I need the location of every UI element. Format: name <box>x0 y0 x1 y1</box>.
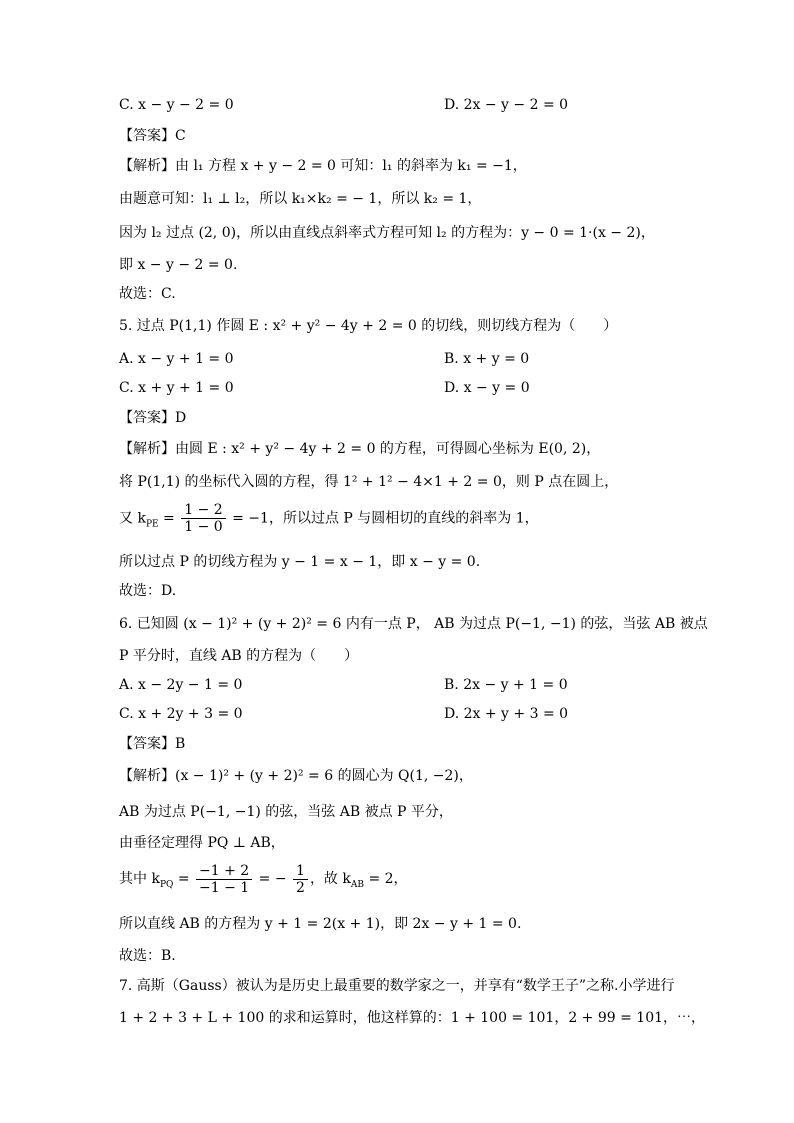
q6-option-c: C. x + 2y + 3 = 0 <box>119 706 243 722</box>
q6-stem-2: P 平分时，直线 AB 的方程为（ ） <box>119 648 359 664</box>
q4-choose: 故选：C. <box>119 286 176 302</box>
q5-analysis-3: 又 $k_{PE}$ = $\frac{1 - 2}{1 - 0}$ = −1，所以过点 P 与圆相切的直线的斜率为 1， <box>119 502 539 535</box>
q6-analysis-5: 所以直线 AB 的方程为 y + 1 = 2(x + 1)，即 2x − y + 1 = 0. <box>119 916 522 932</box>
q4-analysis-3: 因为 l₂ 过点 (2, 0)，所以由直线点斜率式方程可知 l₂ 的方程为：y − 0 = 1·(x − 2)， <box>119 225 655 241</box>
q6-option-a: A. x − 2y − 1 = 0 <box>119 677 243 693</box>
q6-slope-denominator: −1 − 1 <box>199 879 250 896</box>
q5-analysis-4: 所以过点 P 的切线方程为 y − 1 = x − 1，即 x − y = 0. <box>119 554 481 570</box>
q6-answer: 【答案】B <box>119 736 186 752</box>
q4-analysis-2: 由题意可知：l₁ ⊥ l₂，所以 k₁×k₂ = − 1，所以 k₂ = 1， <box>119 191 482 207</box>
q6-analysis-4-pre: 其中 k <box>119 871 160 887</box>
q5-option-d: D. x − y = 0 <box>444 380 530 396</box>
q6-analysis-1: 【解析】(x − 1)² + (y + 2)² = 6 的圆心为 Q(1, −2)， <box>119 768 473 784</box>
q5-analysis-3-post: = −1，所以过点 P 与圆相切的直线的斜率为 1， <box>227 510 539 527</box>
q7-stem-2: 1 + 2 + 3 + L + 100 的求和运算时，他这样算的：1 + 100 = 101，2 + 99 = 101，⋯， <box>119 1010 706 1026</box>
q6-analysis-4-end: = 2， <box>364 871 408 887</box>
q6-analysis-3: 由垂径定理得 PQ ⊥ AB， <box>119 835 285 851</box>
q6-analysis-4: 其中 $k_{PQ}$ = $\frac{-1 + 2}{-1 - 1}$ = − $\frac{1}{2}$ ，故 $k_{AB} = 2$， <box>119 862 408 896</box>
q6-option-b: B. 2x − y + 1 = 0 <box>444 677 568 693</box>
q6-half-denominator: 2 <box>296 879 305 896</box>
q4-option-d: D. 2x − y − 2 = 0 <box>444 97 569 113</box>
q5-option-c: C. x + y + 1 = 0 <box>119 380 234 396</box>
q5-answer: 【答案】D <box>119 410 187 426</box>
q5-choose: 故选：D. <box>119 583 177 599</box>
q6-analysis-4-post: ，故 k <box>309 871 351 887</box>
q4-analysis-1: 【解析】由 l₁ 方程 x + y − 2 = 0 可知：l₁ 的斜率为 k₁ = −1， <box>119 158 527 174</box>
q4-answer: 【答案】C <box>119 128 186 144</box>
q5-analysis-1: 【解析】由圆 E : x² + y² − 4y + 2 = 0 的方程，可得圆心坐标为 E(0, 2)， <box>119 441 601 457</box>
q5-slope-numerator: 1 − 2 <box>181 502 225 519</box>
q6-stem-1: 6. 已知圆 (x − 1)² + (y + 2)² = 6 内有一点 P， AB 为过点 P(−1, −1) 的弦，当弦 AB 被点 <box>119 616 708 632</box>
q5-slope-denominator: 1 − 0 <box>184 519 223 535</box>
q5-stem: 5. 过点 P(1,1) 作圆 E : x² + y² − 4y + 2 = 0 的切线，则切线方程为（ ） <box>119 318 618 334</box>
q6-analysis-2: AB 为过点 P(−1, −1) 的弦，当弦 AB 被点 P 平分， <box>119 804 453 820</box>
q5-option-b: B. x + y = 0 <box>444 351 530 367</box>
q6-half-fraction <box>293 863 308 896</box>
q5-analysis-3-pre: 又 k <box>119 510 146 527</box>
q7-stem-1: 7. 高斯（Gauss）被认为是历史上最重要的数学家之一，并享有“数学王子”之称.小学进行 <box>119 978 675 994</box>
q6-analysis-4-sub2: AB <box>350 879 364 890</box>
q5-analysis-2: 将 P(1,1) 的坐标代入圆的方程，得 1² + 1² − 4×1 + 2 = 0，则 P 点在圆上， <box>119 474 619 490</box>
q4-option-c: C. x − y − 2 = 0 <box>119 97 234 113</box>
q6-option-d: D. 2x + y + 3 = 0 <box>444 706 569 722</box>
q4-analysis-4: 即 x − y − 2 = 0. <box>119 257 238 273</box>
q5-slope-fraction <box>181 502 225 535</box>
q5-option-a: A. x − y + 1 = 0 <box>119 351 234 367</box>
q5-analysis-3-sub: PE <box>145 519 159 530</box>
q6-slope-numerator: −1 + 2 <box>196 863 252 880</box>
q6-half-numerator: 1 <box>293 863 308 880</box>
q6-slope-fraction <box>196 863 252 896</box>
q6-choose: 故选：B. <box>119 948 176 964</box>
q6-analysis-4-sub: PQ <box>159 879 174 890</box>
